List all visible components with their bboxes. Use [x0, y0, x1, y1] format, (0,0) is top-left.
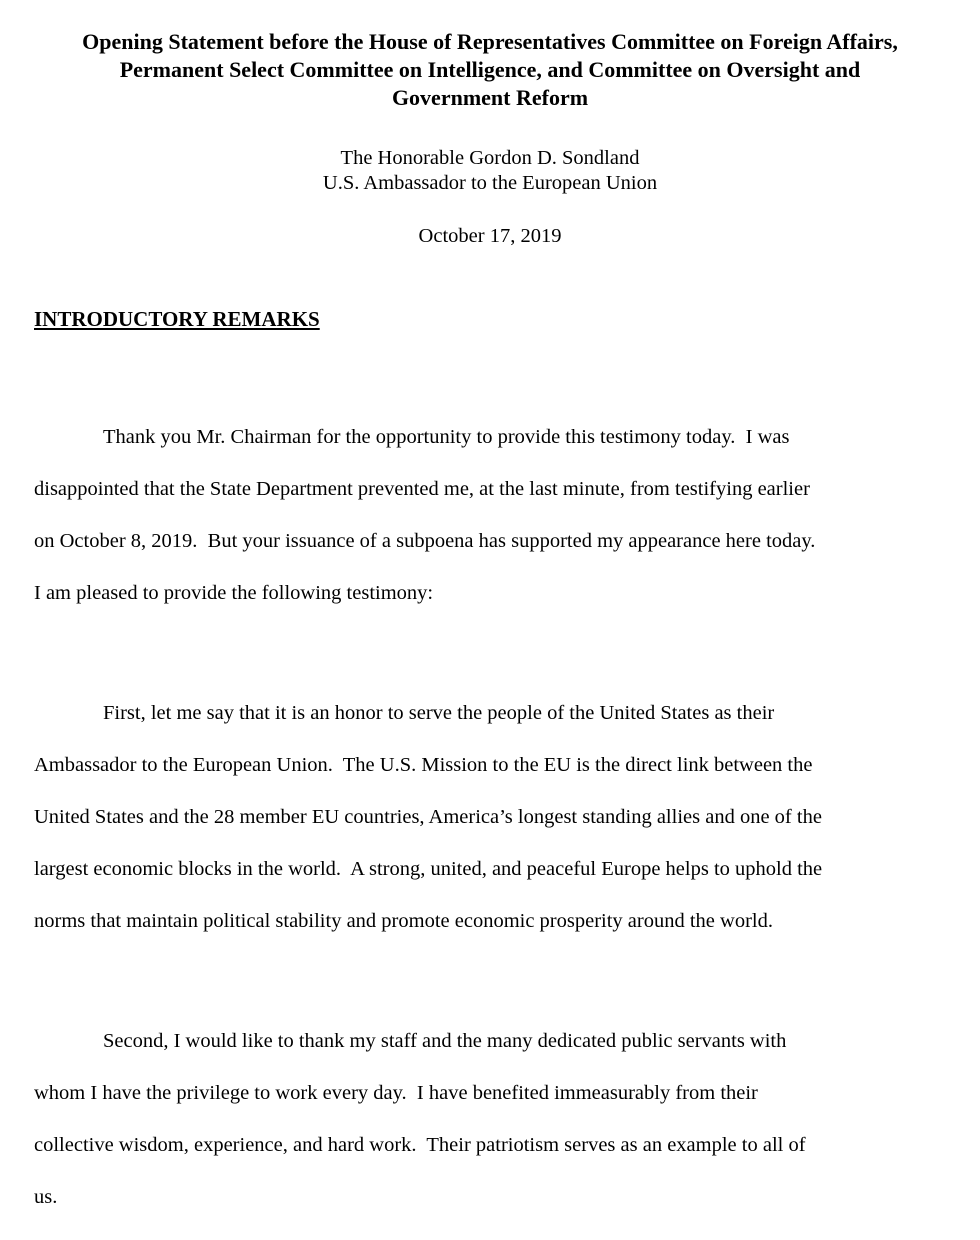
- text-line: collective wisdom, experience, and hard work. Their patriotism serves as an example to all of: [34, 1134, 806, 1156]
- text-line: United States and the 28 member EU countries, America’s longest standing allies and one of the: [34, 806, 822, 828]
- text-line: largest economic blocks in the world. A strong, united, and peaceful Europe helps to uphold the: [34, 858, 823, 880]
- text-line: I am pleased to provide the following testimony:: [34, 582, 434, 604]
- page-title: [34, 28, 946, 112]
- title-line-2: Permanent Select Committee on Intelligence, and Committee on Oversight and: [119, 57, 861, 82]
- text-line: norms that maintain political stability and promote economic prosperity around the world.: [34, 910, 773, 932]
- byline: [34, 146, 946, 196]
- byline-name: The Honorable Gordon D. Sondland: [340, 147, 640, 169]
- title-line-1: Opening Statement before the House of Representatives Committee on Foreign Affairs,: [82, 29, 898, 54]
- text-line: disappointed that the State Department prevented me, at the last minute, from testifying earlier: [34, 478, 810, 500]
- text-line: Ambassador to the European Union. The U.S. Mission to the EU is the direct link between the: [34, 754, 813, 776]
- text-line: whom I have the privilege to work every day. I have benefited immeasurably from their: [34, 1082, 758, 1104]
- paragraph-3: [34, 1015, 946, 1223]
- byline-role: U.S. Ambassador to the European Union: [322, 172, 658, 194]
- paragraph-2: [34, 687, 946, 947]
- text-line: us.: [34, 1186, 58, 1208]
- title-line-3: Government Reform: [391, 85, 589, 110]
- section-heading: INTRODUCTORY REMARKS: [34, 307, 320, 331]
- text-line: on October 8, 2019. But your issuance of a subpoena has supported my appearance here today.: [34, 530, 816, 552]
- document-date: October 17, 2019: [418, 225, 562, 247]
- paragraph-1: [34, 411, 946, 619]
- text-line: First, let me say that it is an honor to serve the people of the United States as their: [103, 702, 775, 724]
- text-line: Thank you Mr. Chairman for the opportunity to provide this testimony today. I was: [103, 426, 790, 448]
- text-line: Second, I would like to thank my staff and the many dedicated public servants with: [103, 1030, 787, 1052]
